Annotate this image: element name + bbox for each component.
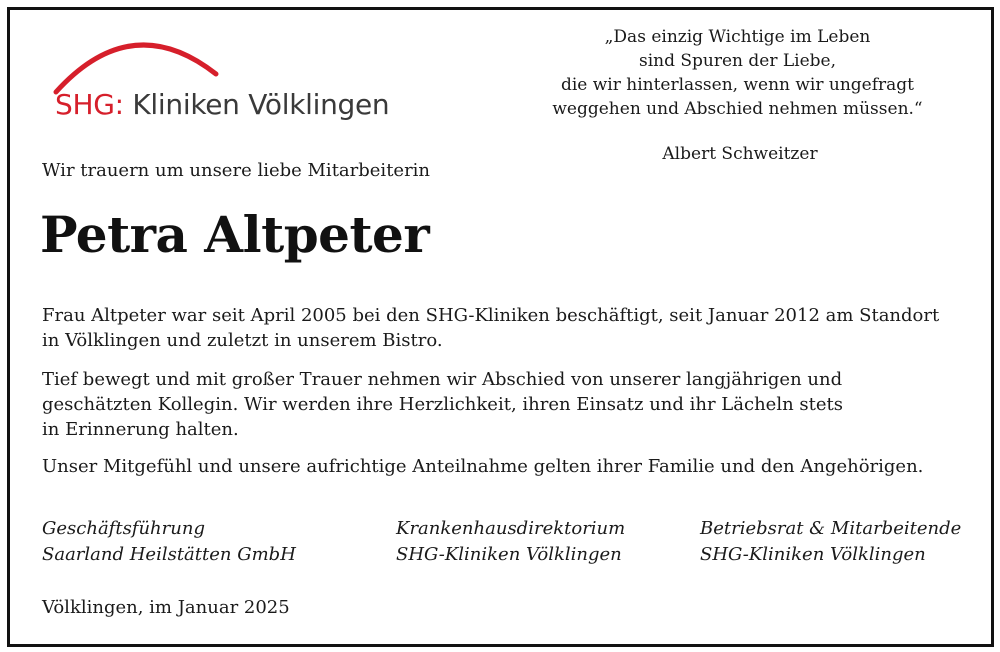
quote-line: die wir hinterlassen, wenn wir ungefragt bbox=[560, 75, 915, 95]
place-date: Völklingen, im Januar 2025 bbox=[42, 597, 290, 618]
logo-name: Kliniken Völklingen bbox=[132, 88, 390, 121]
paragraph-line: in Erinnerung halten. bbox=[42, 419, 239, 440]
paragraph-farewell bbox=[42, 367, 972, 442]
quote-line: weggehen und Abschied nehmen müssen.“ bbox=[552, 99, 923, 119]
intro-text: Wir trauern um unsere liebe Mitarbeiterin bbox=[42, 160, 431, 181]
quote-line: sind Spuren der Liebe, bbox=[638, 51, 837, 71]
deceased-name: Petra Altpeter bbox=[40, 205, 430, 264]
paragraph-line: Tief bewegt und mit großer Trauer nehmen wir Abschied von unserer langjährigen und bbox=[42, 369, 843, 390]
quote-author: Albert Schweitzer bbox=[662, 144, 818, 164]
logo-arc-icon bbox=[52, 26, 222, 96]
signature-directorate bbox=[396, 516, 625, 568]
signature-title: Betriebsrat & Mitarbeitende bbox=[700, 518, 962, 539]
logo-wordmark bbox=[55, 88, 389, 121]
paragraph-line: Unser Mitgefühl und unsere aufrichtige Anteilnahme gelten ihrer Familie und den Angehörigen. bbox=[42, 456, 924, 477]
quote bbox=[505, 25, 970, 121]
signature-org: Saarland Heilstätten GmbH bbox=[42, 544, 296, 565]
logo-brand: SHG: bbox=[55, 88, 124, 121]
signature-title: Krankenhausdirektorium bbox=[396, 518, 626, 539]
quote-line: „Das einzig Wichtige im Leben bbox=[604, 27, 871, 47]
paragraph-line: Frau Altpeter war seit April 2005 bei den SHG-Kliniken beschäftigt, seit Januar 2012 am Standort bbox=[42, 305, 940, 326]
paragraph-line: in Völklingen und zuletzt in unserem Bistro. bbox=[42, 330, 443, 351]
signature-org: SHG-Kliniken Völklingen bbox=[396, 544, 622, 565]
signature-management bbox=[42, 516, 296, 568]
paragraph-condolence bbox=[42, 454, 972, 479]
paragraph-line: geschätzten Kollegin. Wir werden ihre Herzlichkeit, ihren Einsatz und ihr Lächeln stets bbox=[42, 394, 843, 415]
signature-title: Geschäftsführung bbox=[42, 518, 205, 539]
signature-org: SHG-Kliniken Völklingen bbox=[700, 544, 926, 565]
paragraph-employment bbox=[42, 303, 972, 353]
signature-works-council bbox=[700, 516, 961, 568]
